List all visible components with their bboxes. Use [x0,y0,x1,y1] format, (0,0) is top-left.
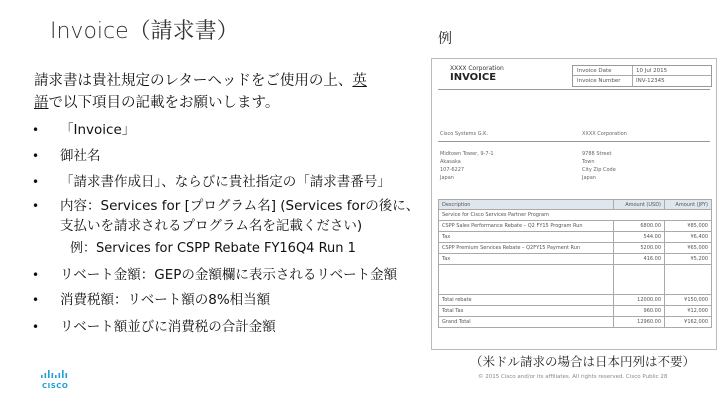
bullet-marker: • [32,175,40,189]
row-description: CSPP Sales Performance Rebate – Q2 FY15 Program Run [439,221,614,232]
logo-wordmark: CISCO [42,382,69,390]
currency-note: （米ドル請求の場合は日本円列は不要） [470,354,696,369]
table-row [439,295,712,306]
from-company: Cisco Systems G.K. [440,131,489,137]
list-item-text: 「請求書作成日」、ならびに貴社指定の「請求書番号」 [60,174,391,190]
meta-value: 10 Jul 2015 [636,68,668,74]
intro-line2-underlined: 語 [34,95,49,111]
bullet-marker: • [32,149,40,163]
row-description: Tax [439,254,614,265]
row-description: CSPP Premium Services Rebate – Q2FY15 Payment Run [439,243,614,254]
divider [438,141,710,142]
header-usd: Amount (USD) [614,200,665,210]
from-address-line: 107-6227 [440,167,465,173]
intro-paragraph [34,70,426,114]
total-description: Total rebate [439,295,614,306]
invoice-example-image [431,58,717,350]
row-jpy: ¥5,200 [665,254,712,265]
row-description: Tax [439,232,614,243]
example-line: 例：Services for CSPP Rebate FY16Q4 Run 1 [70,241,356,256]
header-jpy: Amount (JPY) [665,200,712,210]
table-header-row [439,200,712,210]
intro-line1-underlined: 英 [352,73,367,89]
invoice-corp-name: XXXX Corporation [450,65,504,72]
row-usd: 5200.00 [614,243,665,254]
total-description: Total Tax [439,306,614,317]
cisco-bridge-icon [40,370,70,380]
invoice-line-table [438,199,712,328]
footer-copyright: © 2015 Cisco and/or its affiliates. All rights reserved. Cisco Public 28 [478,374,668,380]
row-usd: 416.00 [614,254,665,265]
meta-value: INV-12345 [636,78,665,84]
bullet-marker: • [32,123,40,137]
row-jpy: ¥65,000 [665,243,712,254]
page-title: Invoice（請求書） [50,19,239,44]
cisco-logo [40,370,70,392]
total-usd: 12960.00 [614,317,665,328]
bullet-marker: • [32,199,40,213]
meta-key: Invoice Date [573,66,633,75]
total-usd: 960.00 [614,306,665,317]
example-label: 例 [438,31,452,47]
from-address-line: Akasaka [440,159,461,165]
table-spacer-row [439,265,712,295]
to-address-line: Town [582,159,595,165]
list-item-text: リベート金額：GEPの金額欄に表示されるリベート金額 [60,267,398,283]
to-address-line: 9788 Street [582,151,612,157]
table-row [439,254,712,265]
table-row [439,243,712,254]
meta-row [573,76,711,86]
bullet-marker: • [32,293,40,307]
invoice-heading: INVOICE [450,72,497,83]
total-jpy: ¥162,000 [665,317,712,328]
intro-line2: で以下項目の記載をお願いします。 [48,95,280,111]
invoice-meta-box [572,65,712,87]
meta-row [573,66,711,76]
list-item-text: 内容：Services for [プログラム名] (Services forの後に、支払いを請求されるプログラム名を記載ください) [60,198,420,234]
from-address-line: Japan [440,175,454,181]
total-usd: 12000.00 [614,295,665,306]
to-address-line: City Zip Code [582,167,616,173]
from-address-line: Midtown Tower, 9-7-1 [440,151,494,157]
to-address-line: Japan [582,175,596,181]
table-row [439,317,712,328]
list-item-text: 消費税額：リベート額の8%相当額 [60,292,271,308]
header-description: Description [439,200,614,210]
bullet-marker: • [32,320,40,334]
table-row [439,232,712,243]
bullet-marker: • [32,268,40,282]
meta-key: Invoice Number [573,76,633,86]
intro-line1: 請求書は貴社規定のレターヘッドをご使用の上、 [34,73,353,89]
list-item-text: リベート額並びに消費税の合計金額 [60,319,276,335]
row-jpy: ¥85,000 [665,221,712,232]
table-row [439,306,712,317]
total-description: Grand Total [439,317,614,328]
section-label: Service for Cisco Services Partner Program [439,210,712,221]
row-usd: 544.00 [614,232,665,243]
divider [438,89,710,90]
table-row [439,221,712,232]
total-jpy: ¥12,000 [665,306,712,317]
row-jpy: ¥6,400 [665,232,712,243]
to-company: XXXX Corporation [582,131,627,137]
row-usd: 6800.00 [614,221,665,232]
total-jpy: ¥150,000 [665,295,712,306]
list-item-text: 御社名 [60,148,101,164]
table-row [439,210,712,221]
list-item-text: 「Invoice」 [60,122,136,138]
